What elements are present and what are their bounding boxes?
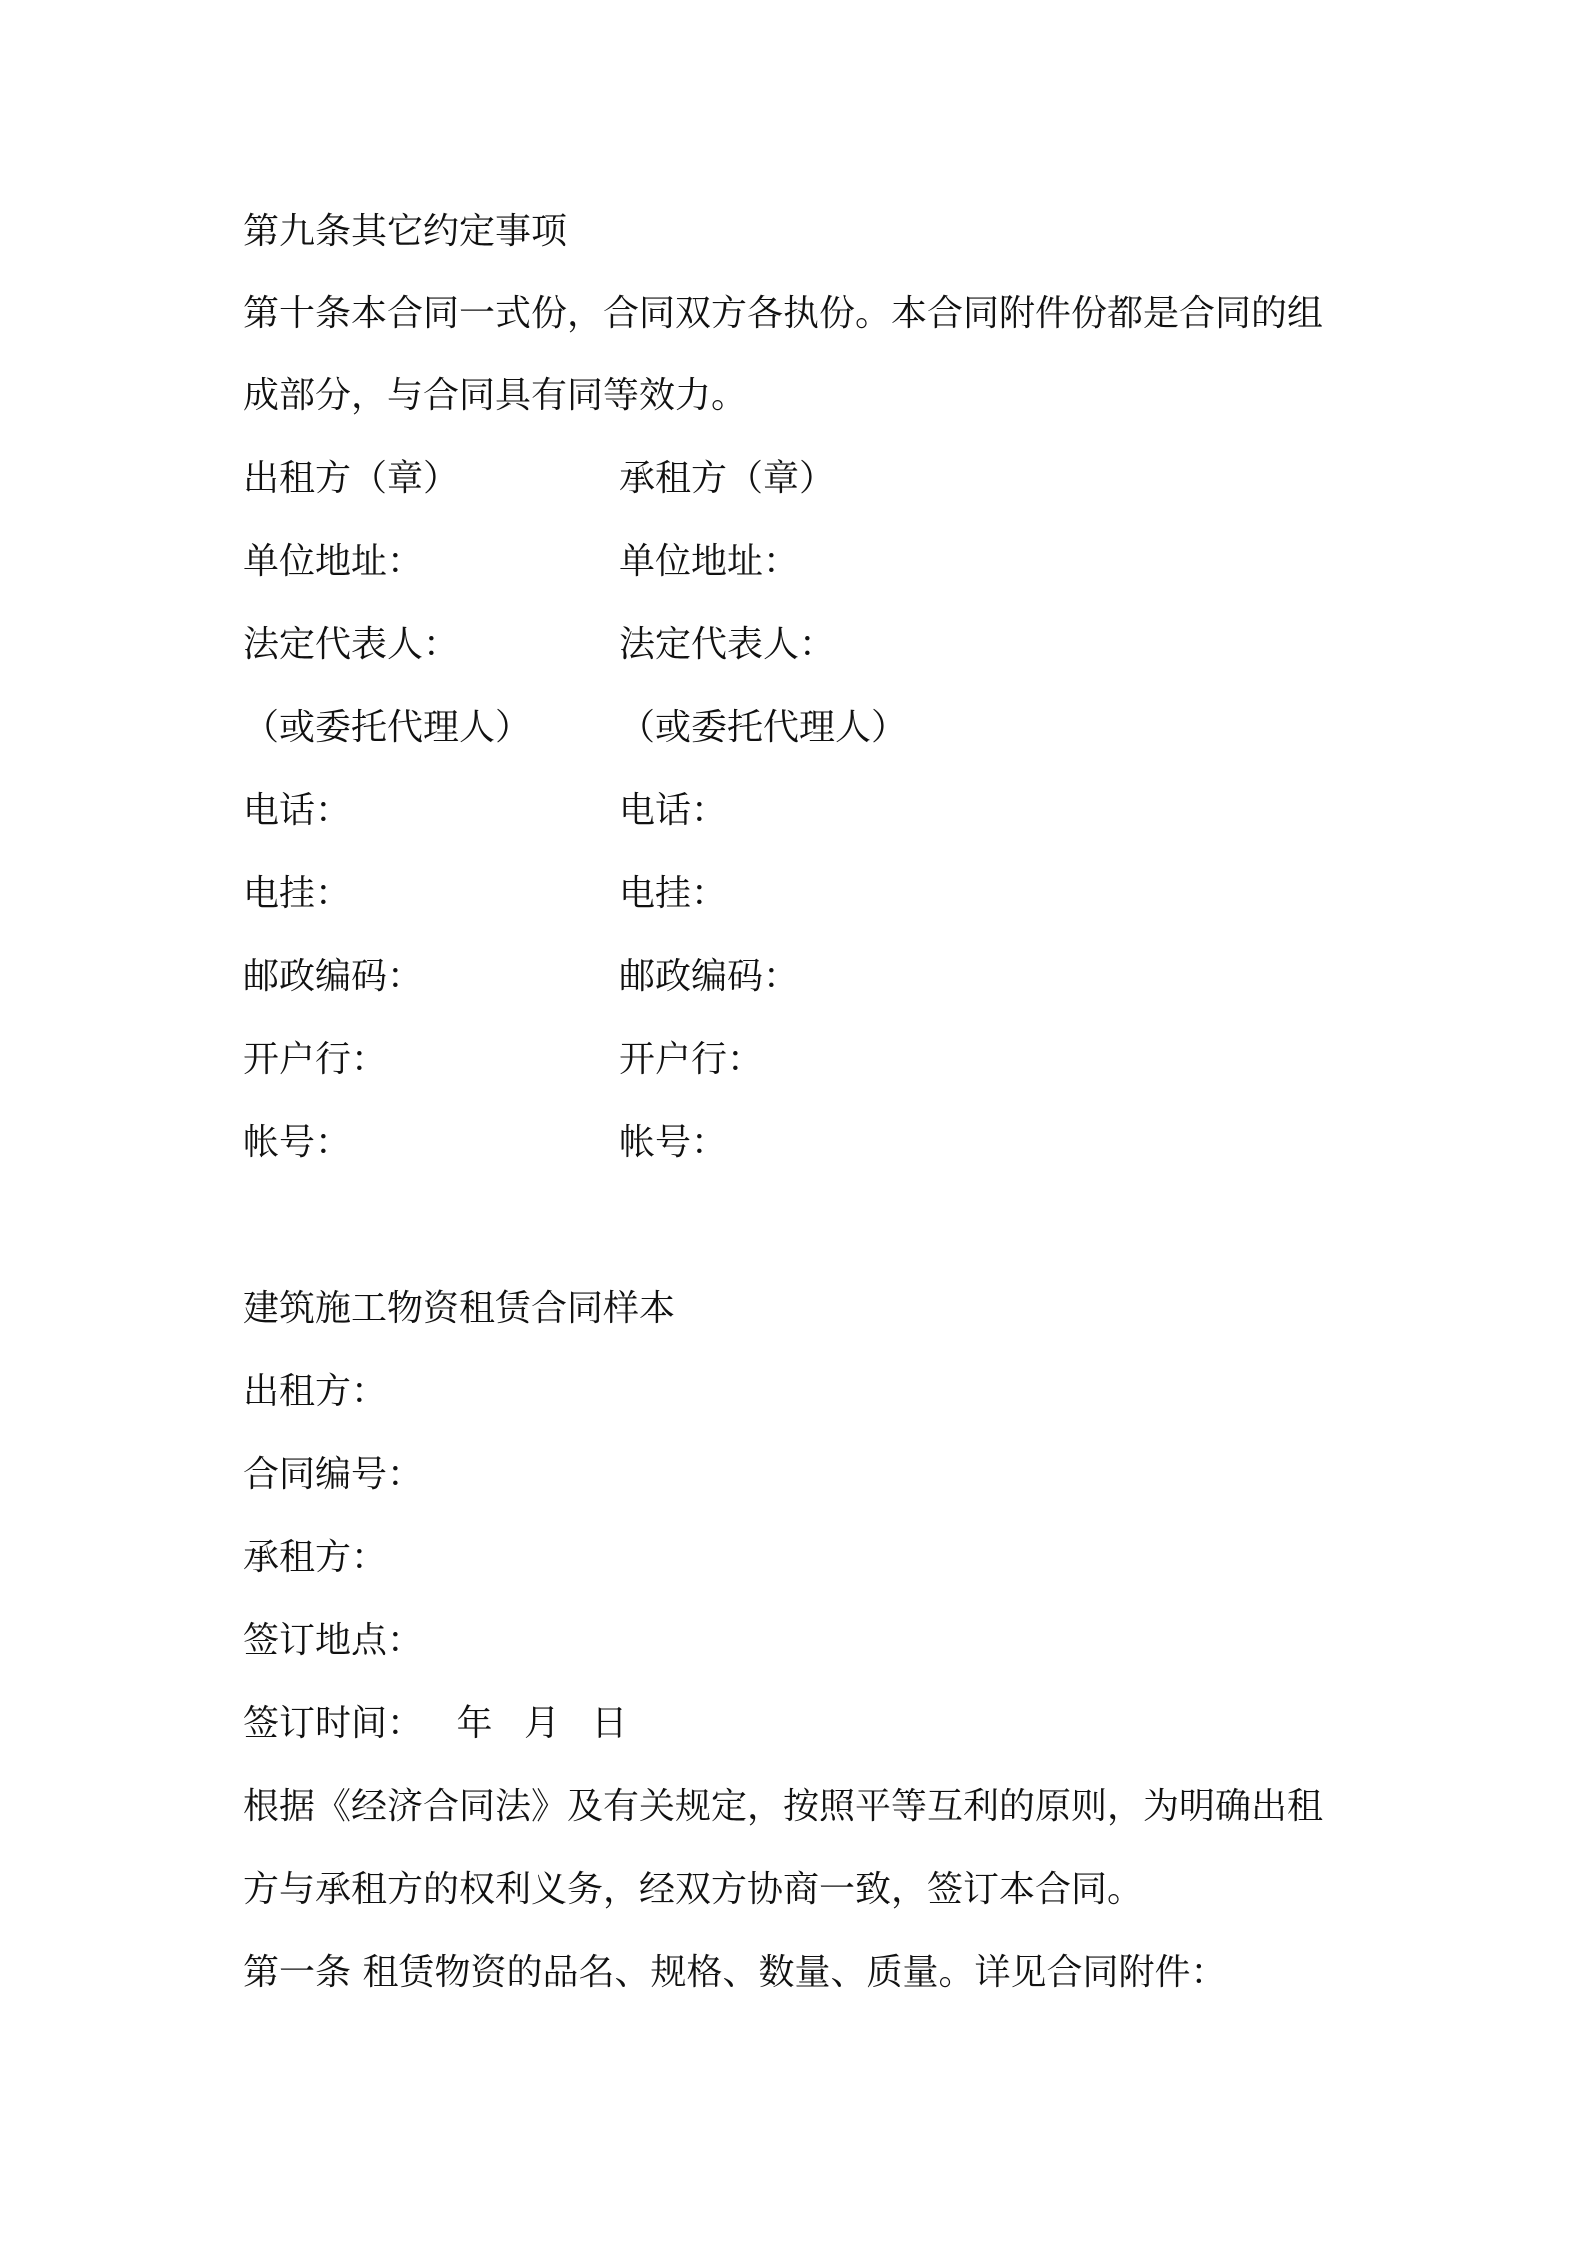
sign-month-label: 月 — [523, 1703, 560, 1744]
lessor-field-label: 电挂： — [243, 873, 352, 914]
lessee-field-label: 帐号： — [619, 1122, 728, 1163]
signature-row — [243, 538, 800, 586]
lessee-field-label: 电话： — [619, 790, 728, 831]
sign-day-label: 日 — [591, 1703, 628, 1744]
article-9: 第九条其它约定事项 — [243, 211, 568, 252]
sign-time-row — [243, 1700, 627, 1748]
lessee-field-label: 邮政编码： — [619, 956, 800, 997]
lessee-field-label: 电挂： — [619, 873, 728, 914]
lessee-field-label: 单位地址： — [619, 541, 800, 582]
lessor-field-label: 法定代表人： — [243, 624, 460, 665]
lessor-field-label: 开户行： — [243, 1039, 388, 1080]
lessor-field-label: 电话： — [243, 790, 352, 831]
signature-row — [243, 953, 800, 1001]
signature-row — [243, 1119, 728, 1167]
signature-row — [243, 1036, 764, 1084]
lessee-seal-label: 承租方（章） — [619, 458, 836, 499]
signature-row — [243, 870, 728, 918]
lessor-seal-label: 出租方（章） — [243, 458, 460, 499]
sign-year-label: 年 — [456, 1703, 493, 1744]
intro-line-1: 根据《经济合同法》及有关规定，按照平等互利的原则，为明确出租 — [243, 1786, 1324, 1827]
lessor-field-label: 单位地址： — [243, 541, 424, 582]
signature-header-row — [243, 455, 836, 503]
lessee-field-label: 开户行： — [619, 1039, 764, 1080]
contract-title: 建筑施工物资租赁合同样本 — [243, 1288, 676, 1329]
signature-row — [243, 704, 908, 752]
lessor-field-label: 帐号： — [243, 1122, 352, 1163]
article-10-line-2: 成部分，与合同具有同等效力。 — [243, 375, 748, 416]
signature-row — [243, 621, 836, 669]
lessor-field-label: 邮政编码： — [243, 956, 424, 997]
intro-line-2: 方与承租方的权利义务，经双方协商一致，签订本合同。 — [243, 1869, 1144, 1910]
article-1: 第一条 租赁物资的品名、规格、数量、质量。详见合同附件： — [243, 1952, 1227, 1993]
signature-row — [243, 787, 728, 835]
lessee-label: 承租方： — [243, 1537, 388, 1578]
lessee-field-label: 法定代表人： — [619, 624, 836, 665]
contract-number-label: 合同编号： — [243, 1454, 424, 1495]
sign-time-label: 签订时间： — [243, 1703, 424, 1744]
article-10-line-1: 第十条本合同一式份，合同双方各执份。本合同附件份都是合同的组 — [243, 293, 1324, 334]
lessor-field-label: （或委托代理人） — [243, 707, 532, 748]
lessor-label: 出租方： — [243, 1371, 388, 1412]
sign-place-label: 签订地点： — [243, 1620, 424, 1661]
lessee-field-label: （或委托代理人） — [619, 707, 908, 748]
